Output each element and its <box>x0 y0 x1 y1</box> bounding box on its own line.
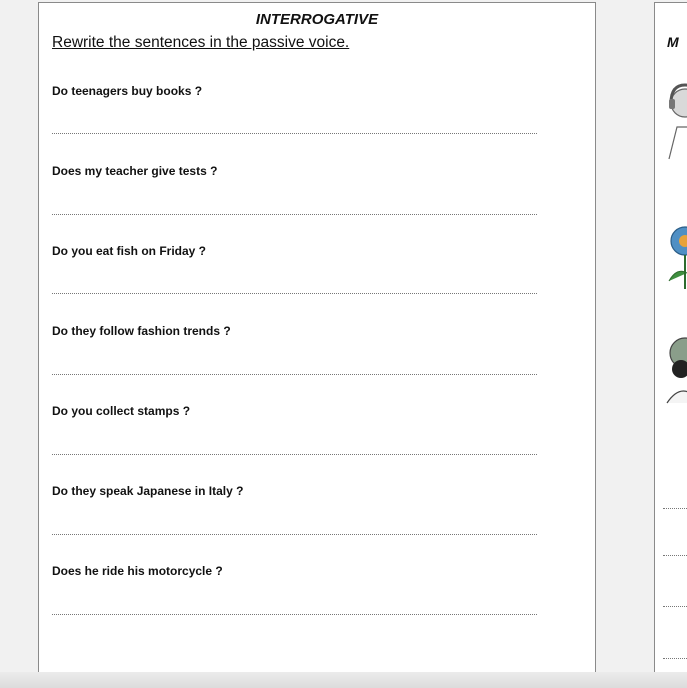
second-page-answer-line-4[interactable] <box>663 658 687 659</box>
second-page-title: M <box>667 34 679 50</box>
answer-line-4[interactable] <box>52 374 537 375</box>
person-icon <box>663 333 687 408</box>
question-6: Do they speak Japanese in Italy ? <box>52 484 244 498</box>
answer-line-3[interactable] <box>52 293 537 294</box>
answer-line-1[interactable] <box>52 133 537 134</box>
question-1: Do teenagers buy books ? <box>52 84 203 98</box>
second-page-answer-line-3[interactable] <box>663 606 687 607</box>
boy-with-headphones-icon <box>663 81 687 171</box>
answer-line-7[interactable] <box>52 614 537 615</box>
second-worksheet-page <box>654 2 687 674</box>
question-3: Do you eat fish on Friday ? <box>52 244 207 258</box>
worksheet-instruction: Rewrite the sentences in the passive voice. <box>52 34 350 51</box>
question-2: Does my teacher give tests ? <box>52 164 218 178</box>
answer-line-2[interactable] <box>52 214 537 215</box>
answer-line-6[interactable] <box>52 534 537 535</box>
answer-line-5[interactable] <box>52 454 537 455</box>
second-page-answer-line-1[interactable] <box>663 508 687 509</box>
question-5: Do you collect stamps ? <box>52 404 191 418</box>
question-7: Does he ride his motorcycle ? <box>52 564 223 578</box>
worksheet-page <box>38 2 596 674</box>
worksheet-heading: INTERROGATIVE <box>255 11 379 28</box>
second-page-answer-line-2[interactable] <box>663 555 687 556</box>
viewer-bottom-edge <box>0 672 687 688</box>
flower-icon <box>663 211 687 291</box>
question-4: Do they follow fashion trends ? <box>52 324 231 338</box>
